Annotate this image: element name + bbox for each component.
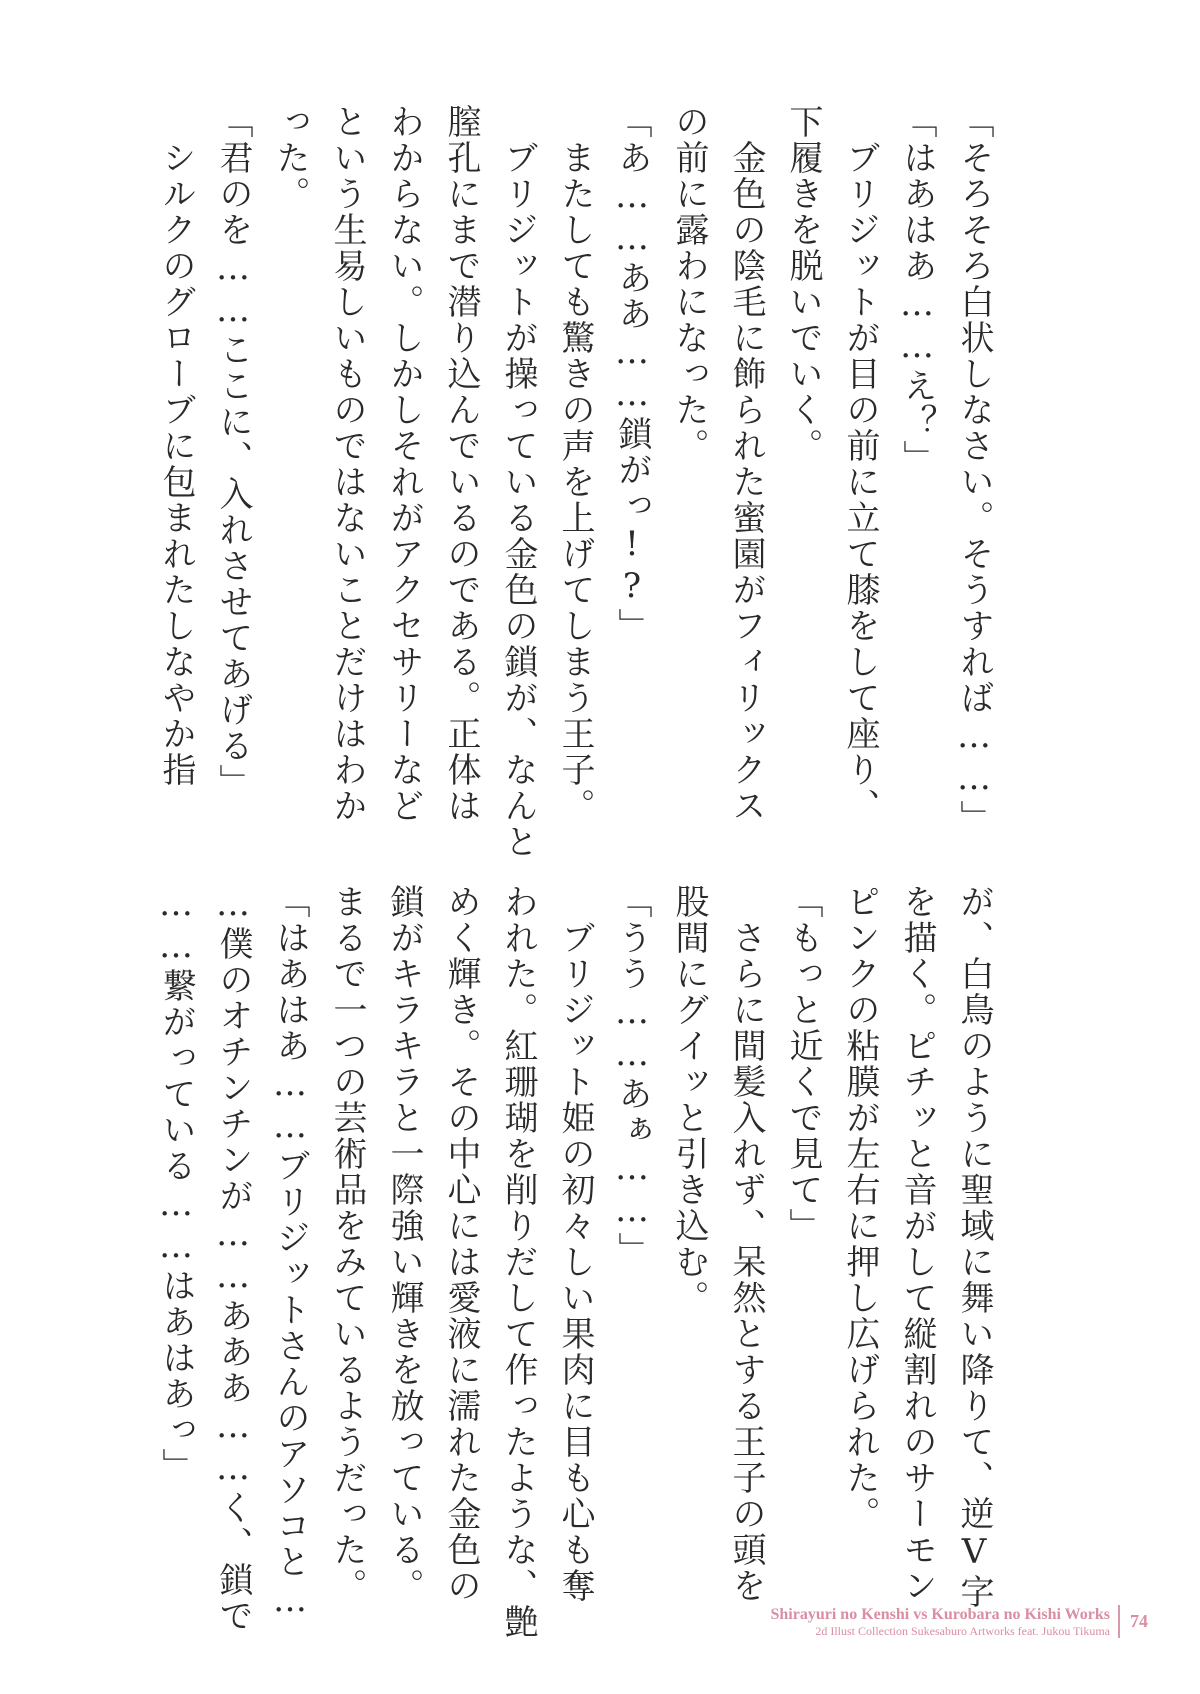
text-line: われた。紅珊瑚を削りだして作ったような、艶	[498, 884, 538, 1640]
text-line: めく輝き。その中心には愛液に濡れた金色の	[441, 884, 481, 1604]
text-line: シルクのグローブに包まれたしなやか指	[156, 104, 196, 788]
page-number: 74	[1130, 1611, 1148, 1631]
text-line: まるで一つの芸術品をみているようだった。	[327, 884, 367, 1604]
text-line: 「はあはあ……ブリジットさんのアソコと…	[270, 884, 310, 1622]
text-line: 金色の陰毛に飾られた蜜園がフィリックス	[726, 104, 766, 824]
text-line: …僕のオチンチンが……あああ……く、鎖で	[213, 884, 253, 1634]
text-line: を描く。ピチッと音がして縦割れのサーモン	[897, 884, 937, 1604]
text-line: 「もっと近くで見て」	[783, 884, 823, 1244]
text-line: さらに間髪入れず、呆然とする王子の頭を	[726, 884, 766, 1604]
text-line: ……繋がっている……はあはあっ」	[156, 884, 196, 1484]
text-line: わからない。しかしそれがアクセサリーなど	[384, 104, 424, 824]
footer-text	[771, 1605, 1121, 1638]
text-line: 鎖がキラキラと一際強い輝きを放っている。	[384, 884, 424, 1604]
text-line: った。	[270, 104, 310, 212]
text-line: 股間にグイッと引き込む。	[669, 884, 709, 1316]
text-line: 「そろそろ白状しなさい。そうすれば……」	[954, 104, 994, 836]
text-line: 「あ……ああ……鎖がっ!?」	[612, 104, 652, 644]
text-block-top	[147, 104, 1002, 860]
text-line: 「はあはあ……え？」	[897, 104, 937, 476]
text-line: またしても驚きの声を上げてしまう王子。	[555, 104, 595, 824]
text-line: 膣孔にまで潜り込んでいるのである。正体は	[441, 104, 481, 824]
text-line: ピンクの粘膜が左右に押し広げられた。	[840, 884, 880, 1532]
text-line: 下履きを脱いでいく。	[783, 104, 823, 464]
page-footer	[771, 1605, 1149, 1638]
text-line: 「うう……あぁ……」	[612, 884, 652, 1268]
text-line: の前に露わになった。	[669, 104, 709, 464]
text-line: ブリジットが操っている金色の鎖が、なんと	[498, 104, 538, 860]
footer-subtitle: 2d Illust Collection Sukesaburo Artworks feat. Jukou Tikuma	[815, 1624, 1110, 1638]
text-line: が、白鳥のように聖域に舞い降りて、逆V字	[954, 884, 994, 1610]
text-line: ブリジット姫の初々しい果肉に目も心も奪	[555, 884, 595, 1604]
text-line: という生易しいものではないことだけはわか	[327, 104, 367, 824]
footer-title: Shirayuri no Kenshi vs Kurobara no Kishi Works	[770, 1606, 1110, 1623]
text-line: 「君のを……ここに、入れさせてあげる」	[213, 104, 253, 800]
text-line: ブリジットが目の前に立て膝をして座り、	[840, 104, 880, 824]
